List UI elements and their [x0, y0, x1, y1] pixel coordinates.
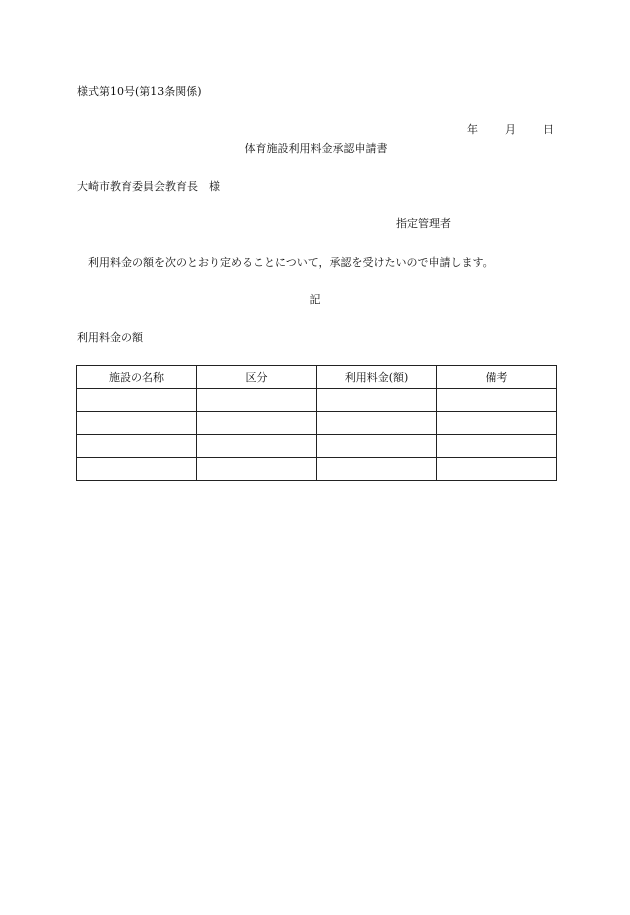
header-fee-amount: 利用料金(額) [317, 366, 437, 389]
date-year-label: 年 [467, 123, 478, 136]
fee-section-heading: 利用料金の額 [77, 331, 143, 344]
table-cell [197, 412, 317, 435]
table-cell [197, 435, 317, 458]
table-cell [317, 389, 437, 412]
table-row [77, 412, 557, 435]
document-title: 体育施設利用料金承認申請書 [244, 142, 388, 155]
table-row [77, 435, 557, 458]
table-cell [437, 412, 557, 435]
form-number: 様式第10号(第13条関係) [77, 85, 202, 98]
header-facility-name: 施設の名称 [77, 366, 197, 389]
table-cell [437, 458, 557, 481]
table-header-row [77, 366, 557, 389]
applicant-label: 指定管理者 [396, 217, 451, 230]
table-cell [197, 458, 317, 481]
table-cell [317, 412, 437, 435]
table-cell [197, 389, 317, 412]
table-row [77, 458, 557, 481]
addressee: 大崎市教育委員会教育長 様 [77, 180, 220, 193]
table-cell [77, 389, 197, 412]
ki-marker: 記 [309, 293, 321, 306]
body-text: 利用料金の額を次のとおり定めることについて，承認を受けたいので申請します。 [88, 256, 494, 269]
date-month-label: 月 [505, 123, 516, 136]
table-cell [437, 389, 557, 412]
table-cell [77, 458, 197, 481]
date-line [467, 123, 554, 137]
header-remarks: 備考 [437, 366, 557, 389]
table-cell [317, 458, 437, 481]
date-day-label: 日 [543, 123, 554, 136]
table-cell [77, 412, 197, 435]
table-cell [317, 435, 437, 458]
table-cell [77, 435, 197, 458]
table-cell [437, 435, 557, 458]
table-row [77, 389, 557, 412]
header-category: 区分 [197, 366, 317, 389]
fee-table [76, 365, 557, 481]
